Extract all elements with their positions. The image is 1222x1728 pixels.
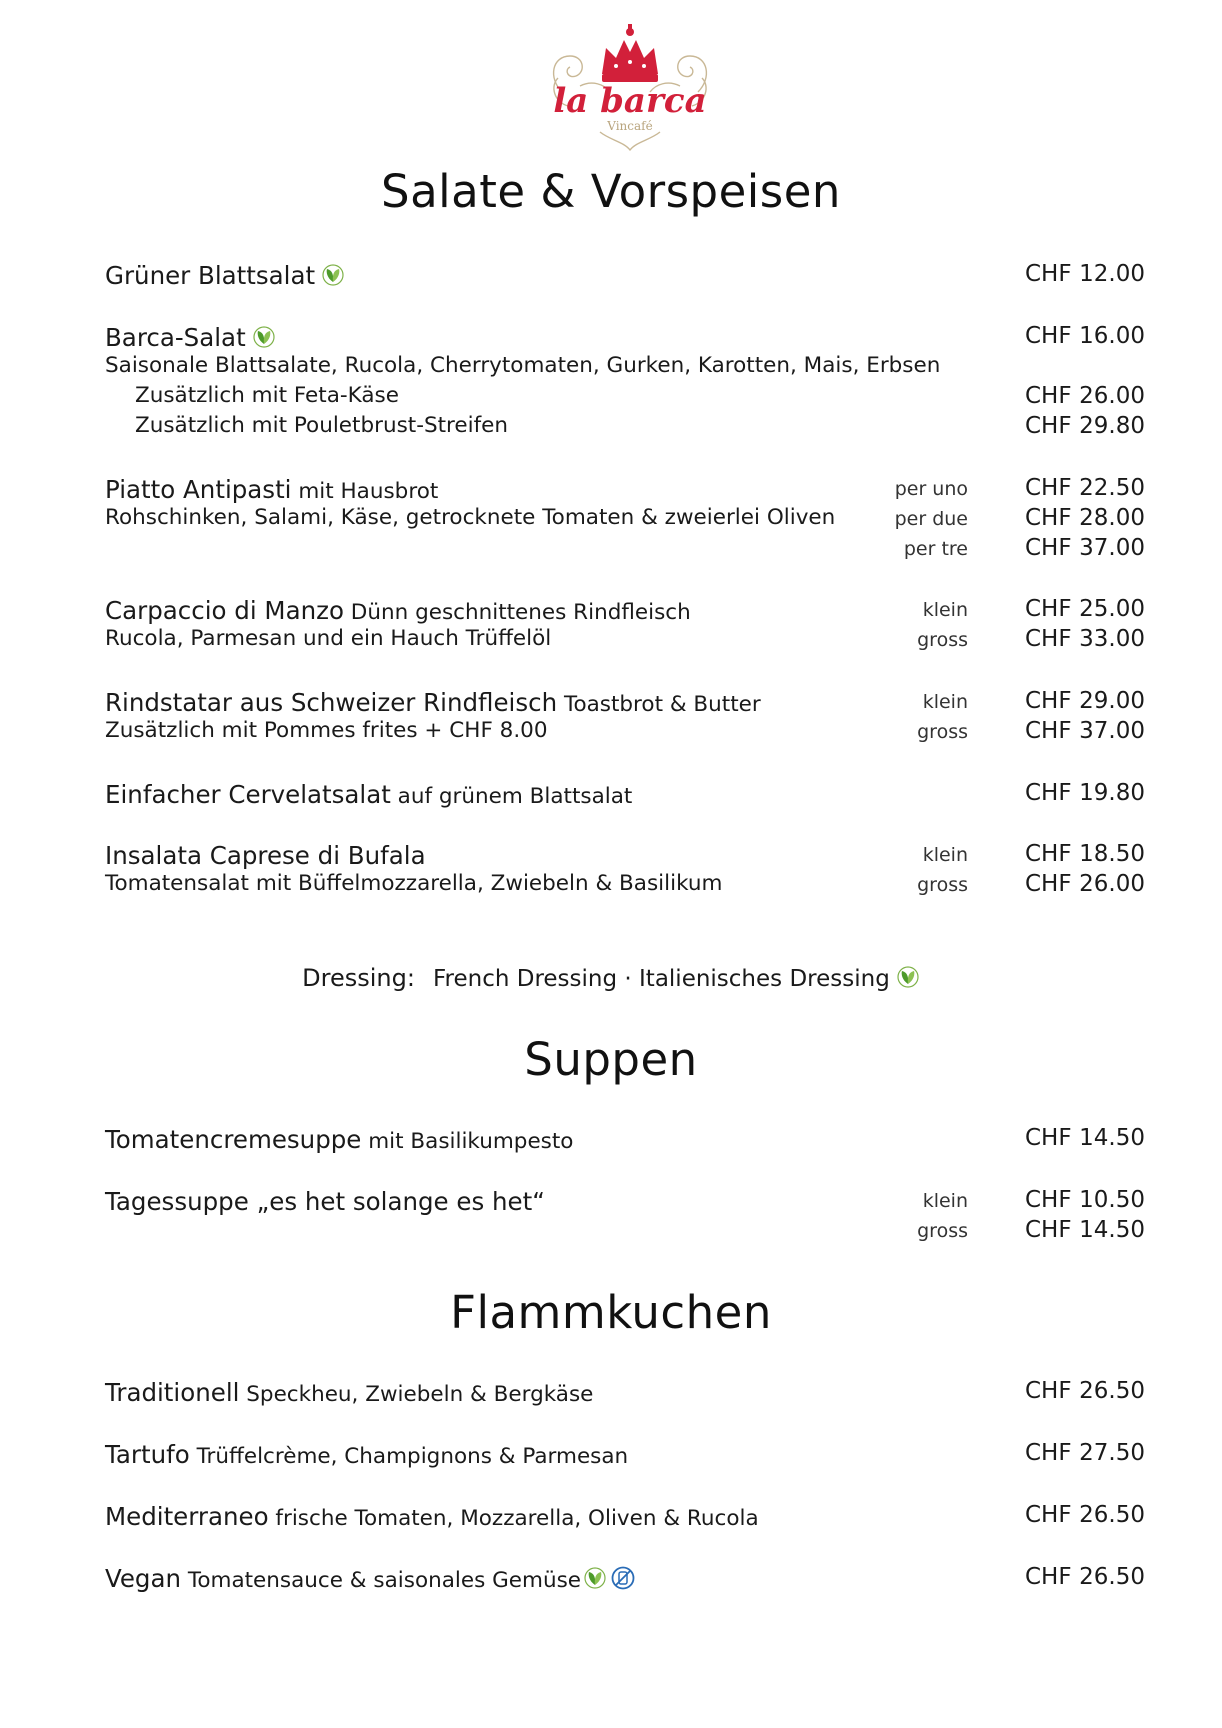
size-label: gross — [917, 1220, 968, 1242]
item-name: Insalata Caprese di Bufala — [105, 841, 426, 870]
item-price: 14.50 — [1079, 1217, 1145, 1243]
currency-label: CHF — [1025, 535, 1072, 561]
item-price: 33.00 — [1079, 626, 1145, 652]
currency-label: CHF — [1025, 505, 1072, 531]
item-name: Grüner Blattsalat — [105, 261, 316, 290]
currency-label: CHF — [1025, 261, 1072, 287]
currency-label: CHF — [1025, 780, 1072, 806]
item-name: Rindstatar aus Schweizer Rindfleisch — [105, 688, 558, 717]
size-label: klein — [922, 599, 968, 621]
item-price: 12.00 — [1079, 261, 1145, 287]
item-size-row — [105, 1217, 1145, 1249]
item-price: 26.50 — [1079, 1378, 1145, 1404]
menu-item-cervelatsalat: Einfacher Cervelatsalat auf grünem Blattsalat CHF 19.80 — [105, 780, 1145, 809]
size-label: gross — [917, 874, 968, 896]
menu-item-rindstatar: Rindstatar aus Schweizer Rindfleisch Toastbrot & Butter klein CHF 29.00 — [105, 688, 1145, 717]
size-label: klein — [922, 1190, 968, 1212]
menu-item-traditionell: Traditionell Speckheu, Zwiebeln & Bergkäse CHF 26.50 — [105, 1378, 1145, 1407]
vegan-leaf-icon — [252, 325, 276, 349]
currency-label: CHF — [1025, 1217, 1072, 1243]
item-price: 22.50 — [1079, 475, 1145, 501]
currency-label: CHF — [1025, 596, 1072, 622]
menu-item-tagessuppe — [105, 1187, 1145, 1219]
item-price: 37.00 — [1079, 718, 1145, 744]
gluten-free-icon — [611, 1566, 635, 1590]
item-name: Tagessuppe „es het solange es het“ — [105, 1187, 545, 1216]
size-label: klein — [922, 844, 968, 866]
item-name: Barca-Salat — [105, 323, 246, 352]
menu-item-mediterraneo: Mediterraneo frische Tomaten, Mozzarella, Oliven & Rucola CHF 26.50 — [105, 1502, 1145, 1531]
size-label: klein — [922, 691, 968, 713]
menu-item-vegan: Vegan Tomatensauce & saisonales Gemüse CHF 26.50 — [105, 1564, 1145, 1593]
currency-label: CHF — [1025, 626, 1072, 652]
item-price: 10.50 — [1079, 1187, 1145, 1213]
currency-label: CHF — [1025, 1125, 1072, 1151]
dressing-label: Dressing: — [302, 964, 415, 992]
section-title-salate: Salate & Vorspeisen — [381, 165, 841, 218]
menu-item-carpaccio: Carpaccio di Manzo Dünn geschnittenes Rindfleisch klein CHF 25.00 — [105, 596, 1145, 625]
menu-item-piatto-antipasti: Piatto Antipasti mit Hausbrot per uno CHF 22.50 — [105, 475, 1145, 504]
item-description: Rucola, Parmesan und ein Hauch Trüffelöl gross CHF 33.00 — [105, 626, 1145, 652]
currency-label: CHF — [1025, 841, 1072, 867]
item-price: 26.00 — [1079, 383, 1145, 409]
size-label: gross — [917, 721, 968, 743]
dressing-options: French Dressing · Italienisches Dressing — [432, 966, 890, 992]
item-price: 14.50 — [1079, 1125, 1145, 1151]
menu-item-caprese — [105, 841, 1145, 873]
size-label: per due — [894, 508, 968, 530]
menu-item-tartufo: Tartufo Trüffelcrème, Champignons & Parmesan CHF 27.50 — [105, 1440, 1145, 1469]
menu-item-gruener-blattsalat — [105, 261, 1145, 293]
vegan-leaf-icon — [321, 263, 345, 287]
logo-brand-text: la barca — [553, 81, 707, 121]
item-price: 27.50 — [1079, 1440, 1145, 1466]
logo-tagline-text: Vincafé — [607, 119, 653, 133]
currency-label: CHF — [1025, 688, 1072, 714]
item-option-poulet: Zusätzlich mit Pouletbrust-Streifen CHF 29.80 — [135, 413, 1145, 439]
size-label: per tre — [903, 538, 968, 560]
item-name: Traditionell — [105, 1378, 240, 1407]
item-name: Mediterraneo — [105, 1502, 269, 1531]
item-description: Saisonale Blattsalate, Rucola, Cherrytomaten, Gurken, Karotten, Mais, Erbsen — [105, 353, 941, 378]
currency-label: CHF — [1025, 413, 1072, 439]
item-price: 26.50 — [1079, 1502, 1145, 1528]
item-name: Einfacher Cervelatsalat — [105, 780, 391, 809]
item-price: 28.00 — [1079, 505, 1145, 531]
item-description: Tomatensalat mit Büffelmozzarella, Zwiebeln & Basilikum gross CHF 26.00 — [105, 871, 1145, 897]
item-name: Vegan — [105, 1564, 182, 1593]
currency-label: CHF — [1025, 1502, 1072, 1528]
size-label: gross — [917, 629, 968, 651]
vegan-leaf-icon — [583, 1566, 607, 1590]
currency-label: CHF — [1025, 323, 1072, 349]
currency-label: CHF — [1025, 1440, 1072, 1466]
item-price: 26.50 — [1079, 1564, 1145, 1590]
la-barca-logo — [540, 22, 720, 156]
dressing-line — [0, 964, 1222, 992]
item-price: 16.00 — [1079, 323, 1145, 349]
item-name: Piatto Antipasti — [105, 475, 292, 504]
currency-label: CHF — [1025, 1187, 1072, 1213]
currency-label: CHF — [1025, 383, 1072, 409]
item-price: 26.00 — [1079, 871, 1145, 897]
section-title-suppen: Suppen — [524, 1033, 698, 1086]
item-size-row — [105, 535, 1145, 567]
item-price: 29.00 — [1079, 688, 1145, 714]
menu-item-barca-salat — [105, 323, 1145, 355]
currency-label: CHF — [1025, 1564, 1072, 1590]
item-price: 18.50 — [1079, 841, 1145, 867]
item-name: Carpaccio di Manzo — [105, 596, 344, 625]
item-name: Tartufo — [105, 1440, 190, 1469]
vegan-leaf-icon — [896, 965, 920, 989]
currency-label: CHF — [1025, 718, 1072, 744]
item-price: 29.80 — [1079, 413, 1145, 439]
currency-label: CHF — [1025, 475, 1072, 501]
item-name: Tomatencremesuppe — [105, 1125, 362, 1154]
item-price: 37.00 — [1079, 535, 1145, 561]
item-option-feta: Zusätzlich mit Feta-Käse CHF 26.00 — [135, 383, 1145, 409]
size-label: per uno — [894, 478, 968, 500]
item-price: 19.80 — [1079, 780, 1145, 806]
item-price: 25.00 — [1079, 596, 1145, 622]
item-description: Rohschinken, Salami, Käse, getrocknete Tomaten & zweierlei Oliven per due CHF 28.00 — [105, 505, 1145, 531]
menu-item-tomatencremesuppe: Tomatencremesuppe mit Basilikumpesto CHF 14.50 — [105, 1125, 1145, 1154]
section-title-flammkuchen: Flammkuchen — [450, 1286, 772, 1339]
currency-label: CHF — [1025, 871, 1072, 897]
currency-label: CHF — [1025, 1378, 1072, 1404]
item-description: Zusätzlich mit Pommes frites + CHF 8.00 gross CHF 37.00 — [105, 718, 1145, 744]
